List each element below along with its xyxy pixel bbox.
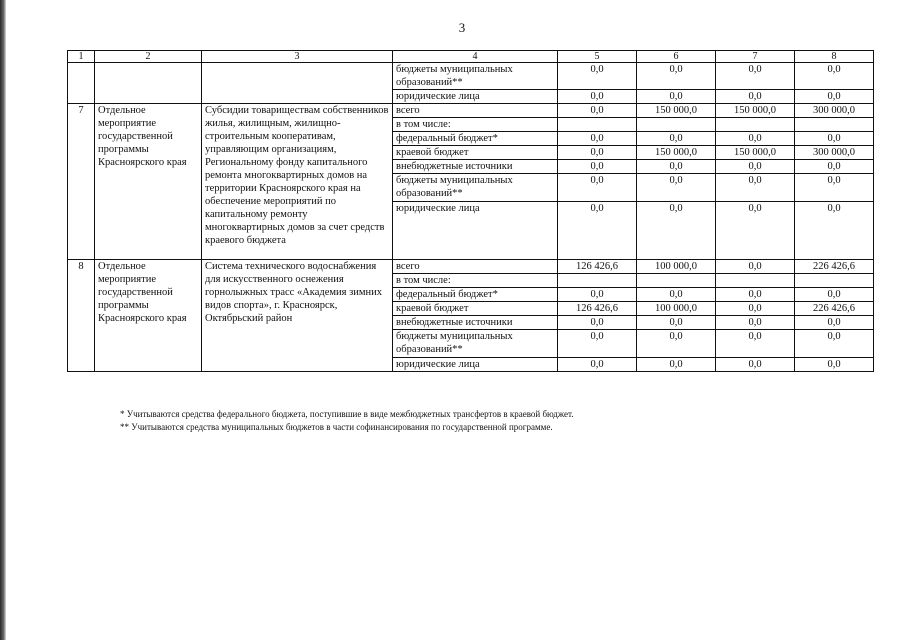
funding-source-cell: в том числе: — [393, 118, 558, 132]
value-cell-col8: 0,0 — [795, 316, 874, 330]
value-cell-col6: 150 000,0 — [637, 104, 716, 118]
page-number: 3 — [458, 20, 466, 35]
value-cell-col8: 0,0 — [795, 160, 874, 174]
funding-source-cell: федеральный бюджет* — [393, 132, 558, 146]
scan-edge — [0, 0, 6, 640]
funding-source-cell: юридические лица — [393, 358, 558, 372]
value-cell-col7: 150 000,0 — [716, 104, 795, 118]
value-cell-col5: 0,0 — [558, 104, 637, 118]
table-body — [68, 63, 874, 372]
value-cell-col5: 0,0 — [558, 288, 637, 302]
value-cell-col7: 0,0 — [716, 174, 795, 202]
value-cell-col7: 0,0 — [716, 302, 795, 316]
value-cell-col5: 0,0 — [558, 90, 637, 104]
value-cell-col6: 100 000,0 — [637, 302, 716, 316]
value-cell-col6: 0,0 — [637, 160, 716, 174]
value-cell-col5: 0,0 — [558, 316, 637, 330]
value-cell-col7: 150 000,0 — [716, 146, 795, 160]
value-cell-col7: 0,0 — [716, 132, 795, 146]
table-row — [68, 104, 874, 118]
funding-source-cell: внебюджетные источники — [393, 316, 558, 330]
value-cell-col8: 0,0 — [795, 330, 874, 358]
funding-source-cell: бюджеты муниципальных образований** — [393, 330, 558, 358]
value-cell-col5: 0,0 — [558, 330, 637, 358]
column-header-4: 4 — [393, 51, 558, 63]
column-header-5: 5 — [558, 51, 637, 63]
funding-source-cell: бюджеты муниципальных образований** — [393, 63, 558, 90]
value-cell-col5: 0,0 — [558, 160, 637, 174]
entry-type: Отдельное мероприятие государственной программы Красноярского края — [95, 104, 202, 260]
entry-description: Система технического водоснабжения для искусственного оснежения горнолыжных трасс «Академия зимних видов спорта», г. Красноярск, Октябрьский район — [202, 260, 393, 372]
value-cell-col7: 0,0 — [716, 90, 795, 104]
value-cell-col8: 0,0 — [795, 202, 874, 260]
funding-source-cell: краевой бюджет — [393, 302, 558, 316]
table-row — [68, 260, 874, 274]
footnote-federal: * Учитываются средства федерального бюджета, поступившие в виде межбюджетных трансфертов в краевой бюджет. — [120, 409, 574, 419]
value-cell-col8 — [795, 118, 874, 132]
footnotes — [120, 408, 574, 434]
value-cell-col6 — [637, 274, 716, 288]
funding-source-cell: бюджеты муниципальных образований** — [393, 174, 558, 202]
value-cell-col7: 0,0 — [716, 330, 795, 358]
column-header-7: 7 — [716, 51, 795, 63]
funding-source-cell: всего — [393, 260, 558, 274]
value-cell-col8: 226 426,6 — [795, 260, 874, 274]
value-cell-col5: 0,0 — [558, 174, 637, 202]
footnote-municipal: ** Учитываются средства муниципальных бюджетов в части софинансирования по государственной программе. — [120, 422, 553, 432]
value-cell-col6: 150 000,0 — [637, 146, 716, 160]
funding-source-cell: краевой бюджет — [393, 146, 558, 160]
value-cell-col6: 100 000,0 — [637, 260, 716, 274]
blank-type-cell — [95, 63, 202, 104]
value-cell-col6: 0,0 — [637, 63, 716, 90]
value-cell-col6 — [637, 118, 716, 132]
value-cell-col6: 0,0 — [637, 288, 716, 302]
entry-number: 7 — [68, 104, 95, 260]
funding-source-cell: в том числе: — [393, 274, 558, 288]
value-cell-col7: 0,0 — [716, 202, 795, 260]
value-cell-col8 — [795, 274, 874, 288]
continuation-row — [68, 63, 874, 90]
value-cell-col6: 0,0 — [637, 202, 716, 260]
value-cell-col7: 0,0 — [716, 63, 795, 90]
value-cell-col5: 126 426,6 — [558, 260, 637, 274]
value-cell-col8: 0,0 — [795, 63, 874, 90]
column-header-3: 3 — [202, 51, 393, 63]
funding-source-cell: внебюджетные источники — [393, 160, 558, 174]
funding-source-cell: всего — [393, 104, 558, 118]
column-header-8: 8 — [795, 51, 874, 63]
value-cell-col6: 0,0 — [637, 90, 716, 104]
value-cell-col5: 126 426,6 — [558, 302, 637, 316]
value-cell-col8: 0,0 — [795, 132, 874, 146]
budget-table — [67, 50, 874, 372]
value-cell-col5 — [558, 274, 637, 288]
funding-source-cell: федеральный бюджет* — [393, 288, 558, 302]
value-cell-col7 — [716, 118, 795, 132]
value-cell-col8: 0,0 — [795, 174, 874, 202]
value-cell-col8: 0,0 — [795, 288, 874, 302]
blank-number-cell — [68, 63, 95, 104]
value-cell-col8: 0,0 — [795, 358, 874, 372]
value-cell-col8: 0,0 — [795, 90, 874, 104]
value-cell-col5: 0,0 — [558, 358, 637, 372]
value-cell-col7: 0,0 — [716, 316, 795, 330]
value-cell-col6: 0,0 — [637, 358, 716, 372]
column-header-1: 1 — [68, 51, 95, 63]
value-cell-col6: 0,0 — [637, 316, 716, 330]
value-cell-col5: 0,0 — [558, 202, 637, 260]
entry-number: 8 — [68, 260, 95, 372]
value-cell-col5: 0,0 — [558, 146, 637, 160]
entry-type: Отдельное мероприятие государственной программы Красноярского края — [95, 260, 202, 372]
value-cell-col7: 0,0 — [716, 358, 795, 372]
value-cell-col6: 0,0 — [637, 132, 716, 146]
value-cell-col7: 0,0 — [716, 160, 795, 174]
value-cell-col6: 0,0 — [637, 330, 716, 358]
value-cell-col8: 300 000,0 — [795, 146, 874, 160]
table-header — [68, 51, 874, 63]
entry-description: Субсидии товариществам собственников жилья, жилищным, жилищно-строительным кооперативам, управляющим организациям, Региональному фонду капитального ремонта многоквартирных домов на территории Красноярского края на обеспечение мероприятий по капитальному ремонту многоквартирных домов за счет средств краевого бюджета — [202, 104, 393, 260]
value-cell-col8: 300 000,0 — [795, 104, 874, 118]
value-cell-col7: 0,0 — [716, 288, 795, 302]
value-cell-col5: 0,0 — [558, 132, 637, 146]
value-cell-col5: 0,0 — [558, 63, 637, 90]
blank-description-cell — [202, 63, 393, 104]
funding-source-cell: юридические лица — [393, 202, 558, 260]
funding-source-cell: юридические лица — [393, 90, 558, 104]
column-header-2: 2 — [95, 51, 202, 63]
value-cell-col5 — [558, 118, 637, 132]
value-cell-col8: 226 426,6 — [795, 302, 874, 316]
value-cell-col7 — [716, 274, 795, 288]
value-cell-col6: 0,0 — [637, 174, 716, 202]
value-cell-col7: 0,0 — [716, 260, 795, 274]
column-header-6: 6 — [637, 51, 716, 63]
